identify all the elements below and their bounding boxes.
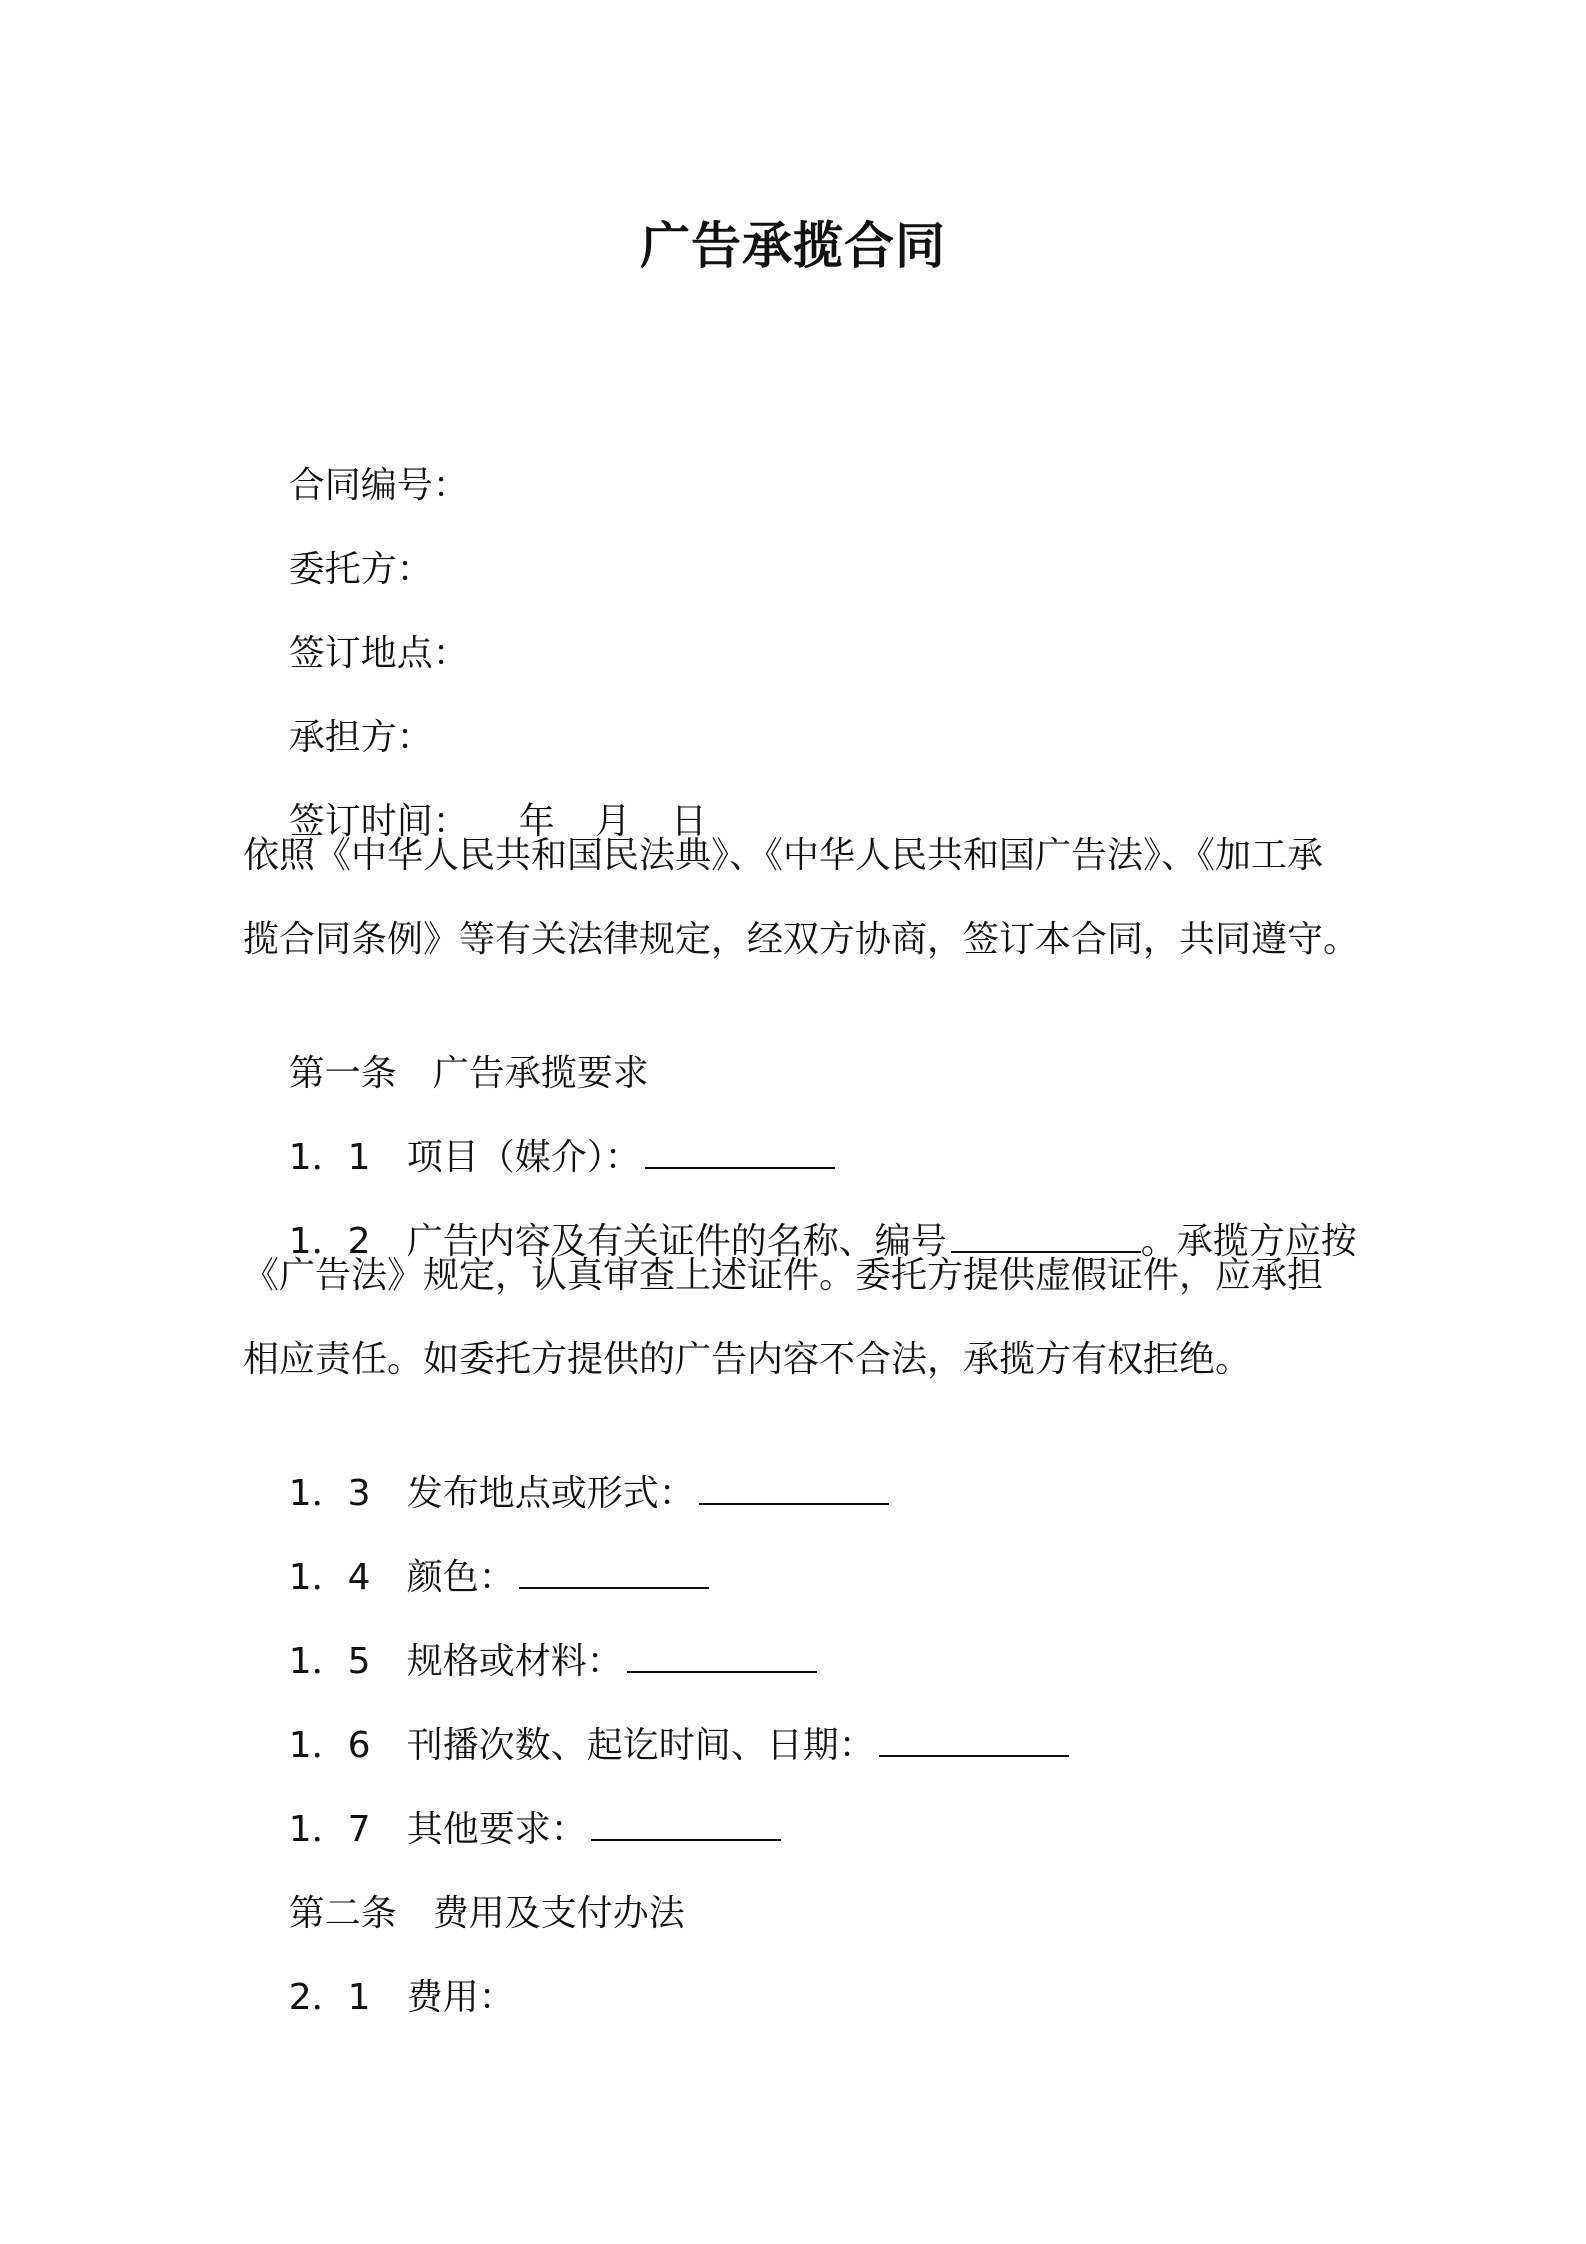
sign-place-label: 签订地点：	[288, 633, 469, 674]
clause-text: 项目（媒介）：	[406, 1137, 641, 1178]
day-label: 日	[670, 801, 707, 842]
blank-line	[699, 1469, 889, 1505]
clause-number: 1．2	[288, 1221, 371, 1262]
client-label: 委托方：	[288, 549, 433, 590]
blank-line	[951, 1217, 1141, 1253]
clause-1-2-line-3: 相应责任。如委托方提供的广告内容不合法，承揽方有权拒绝。	[243, 1339, 1252, 1380]
clause-number: 2．1	[288, 1977, 371, 2018]
year-label: 年	[518, 801, 555, 842]
clause-1-2-line-2: 《广告法》规定，认真审查上述证件。委托方提供虚假证件，应承担	[243, 1255, 1324, 1296]
clause-number: 1．6	[288, 1725, 371, 1766]
contractor-label: 承担方：	[288, 717, 433, 758]
clause-text: 广告内容及有关证件的名称、编号	[406, 1221, 947, 1262]
clause-text: 费用：	[406, 1977, 515, 2018]
document-title: 广告承揽合同	[640, 217, 946, 275]
preamble-line-1: 依照《中华人民共和国民法典》、《中华人民共和国广告法》、《加工承	[243, 835, 1324, 876]
clause-number: 1．4	[288, 1557, 371, 1598]
article-1-title: 广告承揽要求	[432, 1053, 649, 1094]
clause-number: 1．3	[288, 1473, 371, 1514]
blank-line	[645, 1133, 835, 1169]
article-2-number: 第二条	[288, 1893, 397, 1934]
blank-line	[879, 1721, 1069, 1757]
article-1-number: 第一条	[288, 1053, 397, 1094]
clause-text-continued: 。承揽方应按	[1140, 1221, 1357, 1262]
sign-time-label: 签订时间：	[288, 801, 469, 842]
blank-line	[591, 1805, 781, 1841]
preamble-line-2: 揽合同条例》等有关法律规定，经双方协商，签订本合同，共同遵守。	[243, 919, 1360, 960]
clause-text: 其他要求：	[406, 1809, 587, 1850]
article-2-title: 费用及支付办法	[432, 1893, 685, 1934]
clause-text: 规格或材料：	[406, 1641, 623, 1682]
clause-text: 颜色：	[406, 1557, 515, 1598]
clause-number: 1．1	[288, 1137, 371, 1178]
clause-2-1	[243, 1923, 515, 2073]
clause-text: 发布地点或形式：	[406, 1473, 695, 1514]
month-label: 月	[594, 801, 631, 842]
blank-line	[627, 1637, 817, 1673]
clause-text: 刊播次数、起讫时间、日期：	[406, 1725, 875, 1766]
contract-number-label: 合同编号：	[288, 465, 469, 506]
clause-number: 1．7	[288, 1809, 371, 1850]
blank-line	[519, 1553, 709, 1589]
clause-number: 1．5	[288, 1641, 371, 1682]
